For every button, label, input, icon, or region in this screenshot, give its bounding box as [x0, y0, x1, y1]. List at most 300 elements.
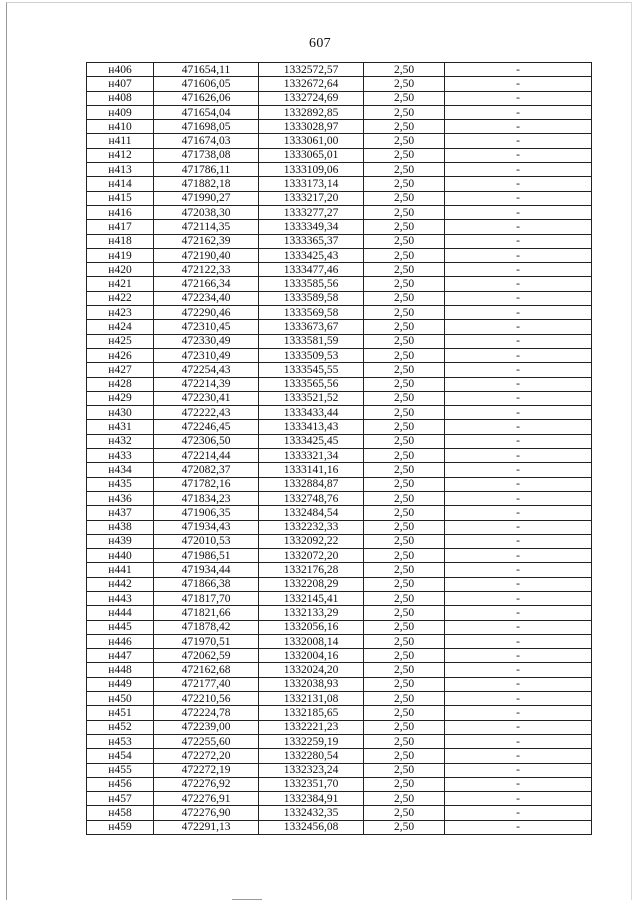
note-cell: -	[445, 177, 592, 191]
y-coordinate-cell: 1332024,20	[259, 663, 364, 677]
accuracy-cell: 2,50	[364, 277, 445, 291]
note-cell: -	[445, 749, 592, 763]
accuracy-cell: 2,50	[364, 591, 445, 605]
y-coordinate-cell: 1333673,67	[259, 320, 364, 334]
point-id-cell: н437	[87, 506, 154, 520]
y-coordinate-cell: 1333321,34	[259, 449, 364, 463]
accuracy-cell: 2,50	[364, 263, 445, 277]
point-id-cell: н426	[87, 348, 154, 362]
note-cell: -	[445, 820, 592, 834]
point-id-cell: н415	[87, 191, 154, 205]
accuracy-cell: 2,50	[364, 191, 445, 205]
point-id-cell: н443	[87, 591, 154, 605]
table-row	[87, 120, 592, 134]
x-coordinate-cell: 471782,16	[154, 477, 259, 491]
accuracy-cell: 2,50	[364, 234, 445, 248]
point-id-cell: н458	[87, 806, 154, 820]
x-coordinate-cell: 472255,60	[154, 734, 259, 748]
point-id-cell: н420	[87, 263, 154, 277]
point-id-cell: н444	[87, 606, 154, 620]
y-coordinate-cell: 1333545,55	[259, 363, 364, 377]
accuracy-cell: 2,50	[364, 434, 445, 448]
y-coordinate-cell: 1332056,16	[259, 620, 364, 634]
point-id-cell: н457	[87, 792, 154, 806]
point-id-cell: н442	[87, 577, 154, 591]
note-cell: -	[445, 320, 592, 334]
y-coordinate-cell: 1333173,14	[259, 177, 364, 191]
y-coordinate-cell: 1332572,57	[259, 63, 364, 77]
table-row	[87, 220, 592, 234]
y-coordinate-cell: 1332208,29	[259, 577, 364, 591]
table-row	[87, 77, 592, 91]
y-coordinate-cell: 1332232,33	[259, 520, 364, 534]
point-id-cell: н436	[87, 491, 154, 505]
x-coordinate-cell: 472210,56	[154, 692, 259, 706]
point-id-cell: н430	[87, 406, 154, 420]
accuracy-cell: 2,50	[364, 677, 445, 691]
accuracy-cell: 2,50	[364, 91, 445, 105]
point-id-cell: н413	[87, 163, 154, 177]
y-coordinate-cell: 1332384,91	[259, 792, 364, 806]
table-row	[87, 463, 592, 477]
point-id-cell: н412	[87, 148, 154, 162]
table-row	[87, 506, 592, 520]
note-cell: -	[445, 720, 592, 734]
table-row	[87, 534, 592, 548]
point-id-cell: н434	[87, 463, 154, 477]
note-cell: -	[445, 77, 592, 91]
table-row	[87, 391, 592, 405]
y-coordinate-cell: 1332748,76	[259, 491, 364, 505]
x-coordinate-cell: 472162,68	[154, 663, 259, 677]
y-coordinate-cell: 1333141,16	[259, 463, 364, 477]
y-coordinate-cell: 1332724,69	[259, 91, 364, 105]
accuracy-cell: 2,50	[364, 363, 445, 377]
point-id-cell: н414	[87, 177, 154, 191]
table-row	[87, 792, 592, 806]
y-coordinate-cell: 1333349,34	[259, 220, 364, 234]
point-id-cell: н452	[87, 720, 154, 734]
x-coordinate-cell: 472222,43	[154, 406, 259, 420]
x-coordinate-cell: 471866,38	[154, 577, 259, 591]
table-row	[87, 649, 592, 663]
accuracy-cell: 2,50	[364, 549, 445, 563]
accuracy-cell: 2,50	[364, 120, 445, 134]
accuracy-cell: 2,50	[364, 463, 445, 477]
x-coordinate-cell: 472276,92	[154, 777, 259, 791]
x-coordinate-cell: 472190,40	[154, 248, 259, 262]
x-coordinate-cell: 472010,53	[154, 534, 259, 548]
accuracy-cell: 2,50	[364, 577, 445, 591]
point-id-cell: н410	[87, 120, 154, 134]
note-cell: -	[445, 348, 592, 362]
table-row	[87, 577, 592, 591]
table-row	[87, 348, 592, 362]
point-id-cell: н419	[87, 248, 154, 262]
accuracy-cell: 2,50	[364, 348, 445, 362]
note-cell: -	[445, 734, 592, 748]
accuracy-cell: 2,50	[364, 820, 445, 834]
y-coordinate-cell: 1333565,56	[259, 377, 364, 391]
accuracy-cell: 2,50	[364, 220, 445, 234]
x-coordinate-cell: 471990,27	[154, 191, 259, 205]
note-cell: -	[445, 520, 592, 534]
x-coordinate-cell: 472310,49	[154, 348, 259, 362]
y-coordinate-cell: 1333028,97	[259, 120, 364, 134]
point-id-cell: н453	[87, 734, 154, 748]
x-coordinate-cell: 471821,66	[154, 606, 259, 620]
accuracy-cell: 2,50	[364, 534, 445, 548]
y-coordinate-cell: 1332176,28	[259, 563, 364, 577]
accuracy-cell: 2,50	[364, 248, 445, 262]
table-row	[87, 63, 592, 77]
note-cell: -	[445, 534, 592, 548]
accuracy-cell: 2,50	[364, 763, 445, 777]
table-row	[87, 406, 592, 420]
y-coordinate-cell: 1333569,58	[259, 306, 364, 320]
x-coordinate-cell: 472310,45	[154, 320, 259, 334]
point-id-cell: н427	[87, 363, 154, 377]
point-id-cell: н407	[87, 77, 154, 91]
table-row	[87, 148, 592, 162]
point-id-cell: н409	[87, 105, 154, 119]
y-coordinate-cell: 1333413,43	[259, 420, 364, 434]
y-coordinate-cell: 1333589,58	[259, 291, 364, 305]
y-coordinate-cell: 1332280,54	[259, 749, 364, 763]
table-row	[87, 663, 592, 677]
y-coordinate-cell: 1332038,93	[259, 677, 364, 691]
note-cell: -	[445, 63, 592, 77]
x-coordinate-cell: 472291,13	[154, 820, 259, 834]
point-id-cell: н406	[87, 63, 154, 77]
x-coordinate-cell: 472162,39	[154, 234, 259, 248]
accuracy-cell: 2,50	[364, 520, 445, 534]
note-cell: -	[445, 291, 592, 305]
x-coordinate-cell: 471674,03	[154, 134, 259, 148]
point-id-cell: н424	[87, 320, 154, 334]
accuracy-cell: 2,50	[364, 692, 445, 706]
accuracy-cell: 2,50	[364, 291, 445, 305]
y-coordinate-cell: 1332004,16	[259, 649, 364, 663]
accuracy-cell: 2,50	[364, 563, 445, 577]
y-coordinate-cell: 1332221,23	[259, 720, 364, 734]
x-coordinate-cell: 472246,45	[154, 420, 259, 434]
y-coordinate-cell: 1332131,08	[259, 692, 364, 706]
point-id-cell: н435	[87, 477, 154, 491]
y-coordinate-cell: 1333581,59	[259, 334, 364, 348]
point-id-cell: н418	[87, 234, 154, 248]
table-row	[87, 434, 592, 448]
table-row	[87, 720, 592, 734]
accuracy-cell: 2,50	[364, 334, 445, 348]
x-coordinate-cell: 471882,18	[154, 177, 259, 191]
table-row	[87, 291, 592, 305]
note-cell: -	[445, 620, 592, 634]
note-cell: -	[445, 792, 592, 806]
table-row	[87, 91, 592, 105]
point-id-cell: н445	[87, 620, 154, 634]
accuracy-cell: 2,50	[364, 391, 445, 405]
point-id-cell: н417	[87, 220, 154, 234]
x-coordinate-cell: 472224,78	[154, 706, 259, 720]
y-coordinate-cell: 1332484,54	[259, 506, 364, 520]
note-cell: -	[445, 91, 592, 105]
x-coordinate-cell: 472306,50	[154, 434, 259, 448]
note-cell: -	[445, 449, 592, 463]
y-coordinate-cell: 1333521,52	[259, 391, 364, 405]
accuracy-cell: 2,50	[364, 477, 445, 491]
accuracy-cell: 2,50	[364, 449, 445, 463]
y-coordinate-cell: 1332892,85	[259, 105, 364, 119]
accuracy-cell: 2,50	[364, 506, 445, 520]
note-cell: -	[445, 634, 592, 648]
point-id-cell: н411	[87, 134, 154, 148]
note-cell: -	[445, 677, 592, 691]
x-coordinate-cell: 471698,05	[154, 120, 259, 134]
x-coordinate-cell: 472272,19	[154, 763, 259, 777]
note-cell: -	[445, 463, 592, 477]
note-cell: -	[445, 191, 592, 205]
note-cell: -	[445, 163, 592, 177]
x-coordinate-cell: 472234,40	[154, 291, 259, 305]
note-cell: -	[445, 134, 592, 148]
table-row	[87, 520, 592, 534]
accuracy-cell: 2,50	[364, 320, 445, 334]
note-cell: -	[445, 105, 592, 119]
note-cell: -	[445, 263, 592, 277]
x-coordinate-cell: 472239,00	[154, 720, 259, 734]
point-id-cell: н447	[87, 649, 154, 663]
x-coordinate-cell: 472276,91	[154, 792, 259, 806]
x-coordinate-cell: 472177,40	[154, 677, 259, 691]
x-coordinate-cell: 472330,49	[154, 334, 259, 348]
point-id-cell: н451	[87, 706, 154, 720]
table-row	[87, 191, 592, 205]
table-row	[87, 777, 592, 791]
y-coordinate-cell: 1332072,20	[259, 549, 364, 563]
note-cell: -	[445, 663, 592, 677]
accuracy-cell: 2,50	[364, 734, 445, 748]
y-coordinate-cell: 1332145,41	[259, 591, 364, 605]
point-id-cell: н428	[87, 377, 154, 391]
table-row	[87, 692, 592, 706]
table-row	[87, 491, 592, 505]
accuracy-cell: 2,50	[364, 634, 445, 648]
note-cell: -	[445, 692, 592, 706]
x-coordinate-cell: 472082,37	[154, 463, 259, 477]
x-coordinate-cell: 471834,23	[154, 491, 259, 505]
accuracy-cell: 2,50	[364, 163, 445, 177]
y-coordinate-cell: 1333061,00	[259, 134, 364, 148]
note-cell: -	[445, 591, 592, 605]
point-id-cell: н440	[87, 549, 154, 563]
note-cell: -	[445, 491, 592, 505]
point-id-cell: н441	[87, 563, 154, 577]
table-row	[87, 549, 592, 563]
table-row	[87, 320, 592, 334]
point-id-cell: н422	[87, 291, 154, 305]
y-coordinate-cell: 1332133,29	[259, 606, 364, 620]
x-coordinate-cell: 472166,34	[154, 277, 259, 291]
point-id-cell: н438	[87, 520, 154, 534]
accuracy-cell: 2,50	[364, 134, 445, 148]
accuracy-cell: 2,50	[364, 105, 445, 119]
note-cell: -	[445, 649, 592, 663]
y-coordinate-cell: 1333433,44	[259, 406, 364, 420]
point-id-cell: н429	[87, 391, 154, 405]
note-cell: -	[445, 563, 592, 577]
x-coordinate-cell: 472272,20	[154, 749, 259, 763]
table-row	[87, 306, 592, 320]
x-coordinate-cell: 472114,35	[154, 220, 259, 234]
x-coordinate-cell: 471986,51	[154, 549, 259, 563]
note-cell: -	[445, 406, 592, 420]
note-cell: -	[445, 391, 592, 405]
x-coordinate-cell: 471626,06	[154, 91, 259, 105]
point-id-cell: н425	[87, 334, 154, 348]
x-coordinate-cell: 472276,90	[154, 806, 259, 820]
note-cell: -	[445, 334, 592, 348]
y-coordinate-cell: 1332008,14	[259, 634, 364, 648]
y-coordinate-cell: 1333109,06	[259, 163, 364, 177]
y-coordinate-cell: 1333065,01	[259, 148, 364, 162]
accuracy-cell: 2,50	[364, 606, 445, 620]
table-row	[87, 634, 592, 648]
accuracy-cell: 2,50	[364, 663, 445, 677]
point-id-cell: н456	[87, 777, 154, 791]
table-row	[87, 806, 592, 820]
accuracy-cell: 2,50	[364, 177, 445, 191]
x-coordinate-cell: 472290,46	[154, 306, 259, 320]
y-coordinate-cell: 1332672,64	[259, 77, 364, 91]
table-row	[87, 734, 592, 748]
accuracy-cell: 2,50	[364, 377, 445, 391]
y-coordinate-cell: 1333509,53	[259, 348, 364, 362]
point-id-cell: н432	[87, 434, 154, 448]
table-row	[87, 749, 592, 763]
y-coordinate-cell: 1333425,43	[259, 248, 364, 262]
note-cell: -	[445, 606, 592, 620]
note-cell: -	[445, 148, 592, 162]
note-cell: -	[445, 363, 592, 377]
x-coordinate-cell: 472062,59	[154, 649, 259, 663]
x-coordinate-cell: 471878,42	[154, 620, 259, 634]
table-row	[87, 105, 592, 119]
x-coordinate-cell: 471654,04	[154, 105, 259, 119]
point-id-cell: н421	[87, 277, 154, 291]
x-coordinate-cell: 471934,44	[154, 563, 259, 577]
x-coordinate-cell: 471786,11	[154, 163, 259, 177]
accuracy-cell: 2,50	[364, 806, 445, 820]
x-coordinate-cell: 472230,41	[154, 391, 259, 405]
note-cell: -	[445, 120, 592, 134]
accuracy-cell: 2,50	[364, 205, 445, 219]
note-cell: -	[445, 205, 592, 219]
point-id-cell: н423	[87, 306, 154, 320]
table-row	[87, 248, 592, 262]
coordinates-table	[86, 62, 592, 835]
y-coordinate-cell: 1333217,20	[259, 191, 364, 205]
x-coordinate-cell: 471817,70	[154, 591, 259, 605]
point-id-cell: н449	[87, 677, 154, 691]
note-cell: -	[445, 777, 592, 791]
accuracy-cell: 2,50	[364, 406, 445, 420]
accuracy-cell: 2,50	[364, 491, 445, 505]
note-cell: -	[445, 277, 592, 291]
accuracy-cell: 2,50	[364, 792, 445, 806]
y-coordinate-cell: 1333585,56	[259, 277, 364, 291]
x-coordinate-cell: 472214,39	[154, 377, 259, 391]
page-number: 607	[309, 36, 331, 51]
accuracy-cell: 2,50	[364, 148, 445, 162]
point-id-cell: н450	[87, 692, 154, 706]
table-row	[87, 263, 592, 277]
note-cell: -	[445, 306, 592, 320]
table-row	[87, 334, 592, 348]
y-coordinate-cell: 1332185,65	[259, 706, 364, 720]
point-id-cell: н433	[87, 449, 154, 463]
table-row	[87, 163, 592, 177]
accuracy-cell: 2,50	[364, 720, 445, 734]
note-cell: -	[445, 220, 592, 234]
y-coordinate-cell: 1333425,45	[259, 434, 364, 448]
point-id-cell: н446	[87, 634, 154, 648]
note-cell: -	[445, 763, 592, 777]
table-row	[87, 563, 592, 577]
coordinates-table-body	[87, 63, 592, 835]
y-coordinate-cell: 1333277,27	[259, 205, 364, 219]
table-row	[87, 363, 592, 377]
accuracy-cell: 2,50	[364, 777, 445, 791]
x-coordinate-cell: 472122,33	[154, 263, 259, 277]
table-row	[87, 449, 592, 463]
table-row	[87, 477, 592, 491]
table-row	[87, 134, 592, 148]
x-coordinate-cell: 471654,11	[154, 63, 259, 77]
x-coordinate-cell: 472254,43	[154, 363, 259, 377]
point-id-cell: н431	[87, 420, 154, 434]
accuracy-cell: 2,50	[364, 706, 445, 720]
accuracy-cell: 2,50	[364, 77, 445, 91]
table-row	[87, 205, 592, 219]
table-row	[87, 763, 592, 777]
y-coordinate-cell: 1333365,37	[259, 234, 364, 248]
y-coordinate-cell: 1332884,87	[259, 477, 364, 491]
table-row	[87, 677, 592, 691]
table-row	[87, 591, 592, 605]
note-cell: -	[445, 248, 592, 262]
x-coordinate-cell: 471970,51	[154, 634, 259, 648]
scan-edge-mark	[232, 899, 262, 900]
accuracy-cell: 2,50	[364, 749, 445, 763]
point-id-cell: н455	[87, 763, 154, 777]
note-cell: -	[445, 377, 592, 391]
table-row	[87, 706, 592, 720]
table-row	[87, 820, 592, 834]
x-coordinate-cell: 471738,08	[154, 148, 259, 162]
table-row	[87, 377, 592, 391]
x-coordinate-cell: 471906,35	[154, 506, 259, 520]
note-cell: -	[445, 420, 592, 434]
y-coordinate-cell: 1332259,19	[259, 734, 364, 748]
x-coordinate-cell: 471934,43	[154, 520, 259, 534]
point-id-cell: н439	[87, 534, 154, 548]
table-row	[87, 606, 592, 620]
table-row	[87, 177, 592, 191]
note-cell: -	[445, 506, 592, 520]
note-cell: -	[445, 434, 592, 448]
table-row	[87, 277, 592, 291]
